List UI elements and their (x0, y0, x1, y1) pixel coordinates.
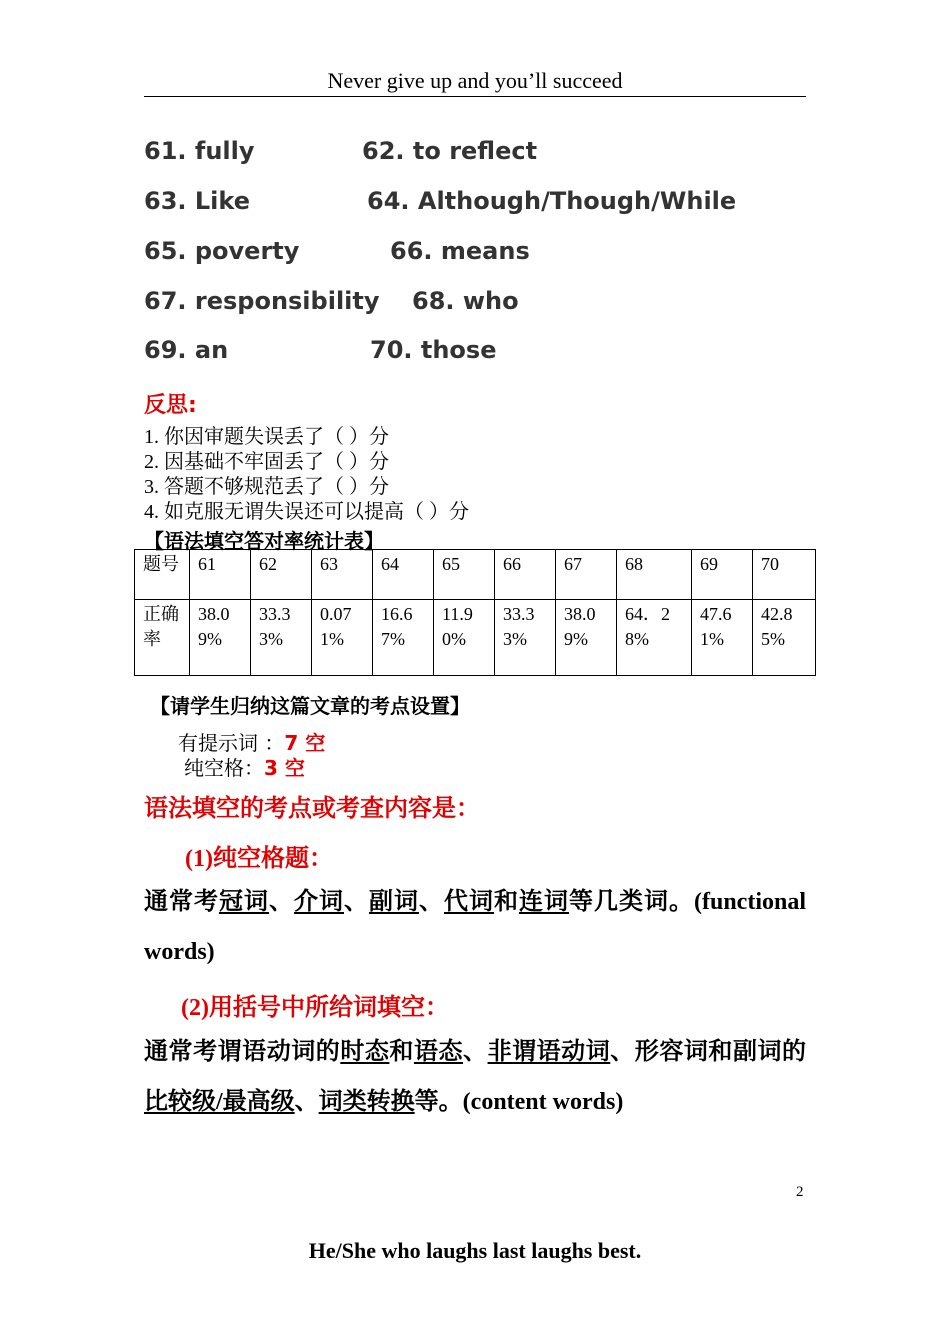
text-span: 、 (419, 889, 444, 915)
pure-blank-count: 3 空 (264, 756, 305, 780)
text-span: 和 (494, 889, 519, 915)
reflection-item-1: 1. 你因审题失误丢了（ ）分 (144, 426, 389, 448)
text-span: 等几类词。(functional words) (144, 889, 807, 965)
header-divider (144, 96, 806, 97)
answer-68: 68. who (412, 287, 519, 315)
row-header-accuracy: 正确率 (135, 600, 190, 676)
page-number: 2 (796, 1184, 804, 1200)
answer-63: 63. Like (144, 187, 250, 215)
table-row-question-numbers (135, 550, 816, 600)
answer-65: 65. poverty (144, 237, 300, 265)
text-span: 通常考谓语动词的 (144, 1039, 341, 1065)
table-cell: 70 (753, 550, 816, 600)
reflection-item-2: 2. 因基础不牢固丢了（ ）分 (144, 451, 389, 473)
header-motto: Never give up and you’ll succeed (327, 68, 623, 93)
part2-heading: (2)用括号中所给词填空： (181, 995, 449, 1021)
table-cell: 67 (556, 550, 617, 600)
keyword-article: 冠词 (219, 889, 269, 915)
hint-words-count: 7 空 (284, 731, 326, 755)
answer-62: 62. to reflect (362, 137, 538, 165)
row-header-question-number: 题号 (135, 550, 190, 600)
text-span: 、 (269, 889, 294, 915)
table-cell: 11.90% (434, 600, 495, 676)
table-cell: 68 (617, 550, 692, 600)
text-span: 、 (463, 1039, 488, 1065)
table-cell: 42.85% (753, 600, 816, 676)
table-row-accuracy (135, 600, 816, 676)
table-cell: 47.61% (692, 600, 753, 676)
pure-blank-line (184, 752, 305, 781)
table-cell: 64．28% (617, 600, 692, 676)
answer-69: 69. an (144, 336, 229, 364)
footer-proverb: He/She who laughs last laughs best. (308, 1238, 642, 1263)
reflection-item-4: 4. 如克服无谓失误还可以提高（ ）分 (144, 501, 469, 523)
answer-67: 67. responsibility (144, 287, 380, 315)
stats-table-title: 【语法填空答对率统计表】 (144, 529, 384, 553)
table-cell: 0.071% (312, 600, 373, 676)
answer-66: 66. means (390, 237, 530, 265)
text-span: 通常考 (144, 889, 219, 915)
keyword-preposition: 介词 (294, 889, 344, 915)
table-cell: 65 (434, 550, 495, 600)
pure-blank-label: 纯空格： (184, 756, 264, 780)
accuracy-stats-table (134, 549, 816, 676)
part1-heading: (1)纯空格题： (185, 846, 333, 872)
table-cell: 16.67% (373, 600, 434, 676)
keyword-nonfinite-verb: 非谓语动词 (487, 1039, 611, 1065)
keyword-pronoun: 代词 (444, 889, 494, 915)
table-cell: 33.33% (495, 600, 556, 676)
table-cell: 62 (251, 550, 312, 600)
table-cell: 64 (373, 550, 434, 600)
keyword-tense: 时态 (340, 1039, 390, 1065)
hint-words-label: 有提示词 ： (178, 731, 285, 755)
text-span: 、 (344, 889, 369, 915)
key-points-heading: 语法填空的考点或考查内容是： (144, 796, 480, 822)
keyword-word-conversion: 词类转换 (318, 1089, 415, 1115)
part2-paragraph (144, 1027, 806, 1127)
keyword-conjunction: 连词 (519, 889, 569, 915)
reflection-title: 反思: (144, 393, 197, 418)
text-span: 等。(content words) (414, 1089, 624, 1115)
table-cell: 69 (692, 550, 753, 600)
keyword-comparative-superlative: 比较级/最高级 (144, 1089, 295, 1115)
table-cell: 38.09% (190, 600, 251, 676)
text-span: 、 (294, 1089, 319, 1115)
summary-title: 【请学生归纳这篇文章的考点设置】 (150, 694, 470, 718)
part1-paragraph (144, 877, 806, 977)
keyword-adverb: 副词 (369, 889, 419, 915)
text-span: 、形容词和副词的 (610, 1039, 807, 1065)
table-cell: 33.33% (251, 600, 312, 676)
table-cell: 66 (495, 550, 556, 600)
answer-61: 61. fully (144, 137, 255, 165)
answer-70: 70. those (370, 336, 497, 364)
table-cell: 38.09% (556, 600, 617, 676)
keyword-voice: 语态 (413, 1039, 464, 1065)
table-cell: 61 (190, 550, 251, 600)
text-span: 和 (389, 1039, 414, 1065)
reflection-item-3: 3. 答题不够规范丢了（ ）分 (144, 476, 389, 498)
answer-64: 64. Although/Though/While (367, 187, 737, 215)
table-cell: 63 (312, 550, 373, 600)
